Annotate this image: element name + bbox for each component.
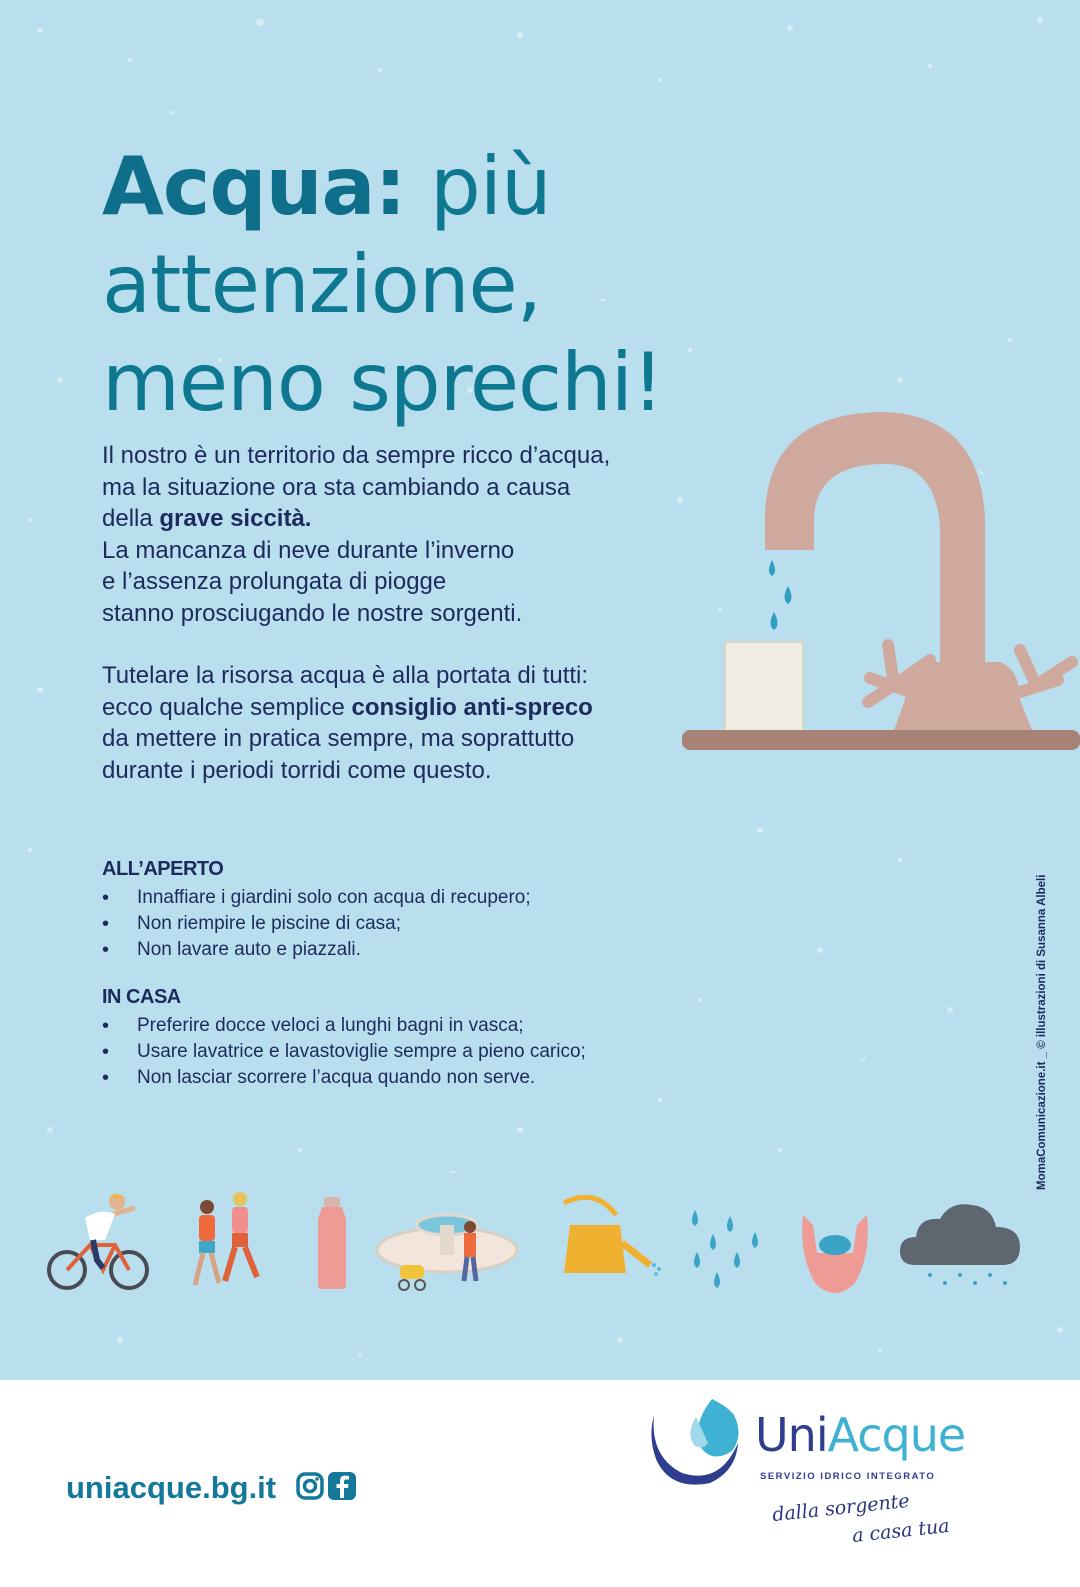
tagline-line1: dalla sorgente — [771, 1489, 911, 1527]
intro-line: ma la situazione ora sta cambiando a causa — [102, 473, 571, 501]
logo-subtitle: SERVIZIO IDRICO INTEGRATO — [760, 1471, 936, 1482]
facebook-icon[interactable] — [328, 1472, 356, 1500]
intro-paragraph-2 — [102, 660, 702, 786]
rain-drops-icon — [685, 1202, 765, 1294]
illustration-credit: MomaComunicazione.it _ © illustrazioni di Susanna Albeli — [1036, 874, 1048, 1190]
water-bottle-icon — [312, 1195, 352, 1290]
intro-line: stanno prosciugando le nostre sorgenti. — [102, 599, 523, 627]
tagline-line2: a casa tua — [851, 1514, 951, 1548]
cyclist-icon — [45, 1190, 150, 1295]
intro-line: durante i periodi torridi come questo. — [102, 756, 492, 784]
logo-word-acque: Acque — [827, 1408, 966, 1462]
glass — [725, 642, 803, 740]
list-item: • Non riempire le piscine di casa; — [102, 911, 702, 937]
list-item: • Non lasciar scorrere l’acqua quando non serve. — [102, 1065, 702, 1091]
intro-line: La mancanza di neve durante l’inverno — [102, 536, 515, 564]
list-item: • Usare lavatrice e lavastoviglie sempre a pieno carico; — [102, 1039, 702, 1065]
intro-line: da mettere in pratica sempre, ma soprattutto — [102, 725, 575, 752]
hands-water-icon — [795, 1195, 875, 1305]
page-title — [102, 138, 1002, 432]
tips-list — [102, 885, 702, 963]
faucet-illustration — [680, 400, 1080, 760]
section-outdoor — [102, 858, 702, 963]
icon-strip — [0, 1180, 1080, 1320]
intro-line: Tutelare la risorsa acqua è alla portata di tutti: — [102, 662, 589, 689]
intro-paragraph-1 — [102, 440, 702, 629]
list-item: • Non lavare auto e piazzali. — [102, 937, 702, 963]
intro-emphasis: grave siccità. — [159, 505, 312, 532]
intro-line: ecco qualche semplice — [102, 693, 352, 721]
logo-word-uni: Uni — [755, 1408, 828, 1462]
list-item: • Innaffiare i giardini solo con acqua di recupero; — [102, 885, 702, 911]
water-drops — [769, 560, 792, 630]
right-handle — [1020, 650, 1072, 692]
title-strong: Acqua: — [102, 140, 406, 233]
intro-text — [102, 440, 702, 786]
title-line2: meno sprechi! — [102, 336, 664, 429]
title-rest-line1: più attenzione, — [102, 140, 551, 331]
intro-line: e l’assenza prolungata di piogge — [102, 568, 447, 595]
intro-line: Il nostro è un territorio da sempre ricco d’acqua, — [102, 442, 611, 469]
section-heading: ALL’APERTO — [102, 858, 224, 880]
list-item: • Preferire docce veloci a lunghi bagni in vasca; — [102, 1013, 702, 1039]
fountain-icon — [372, 1195, 522, 1300]
shelf — [682, 730, 1080, 750]
logo-wordmark — [755, 1408, 965, 1462]
watering-can-icon — [550, 1195, 665, 1285]
rain-cloud-icon — [900, 1195, 1025, 1295]
instagram-icon[interactable] — [296, 1472, 324, 1500]
runners-icon — [185, 1185, 265, 1300]
website-link[interactable]: uniacque.bg.it — [66, 1470, 277, 1505]
section-home — [102, 986, 702, 1091]
intro-line: della — [102, 505, 160, 532]
section-heading: IN CASA — [102, 986, 181, 1008]
tips-list — [102, 1013, 702, 1091]
intro-emphasis: consiglio anti-spreco — [351, 693, 593, 721]
